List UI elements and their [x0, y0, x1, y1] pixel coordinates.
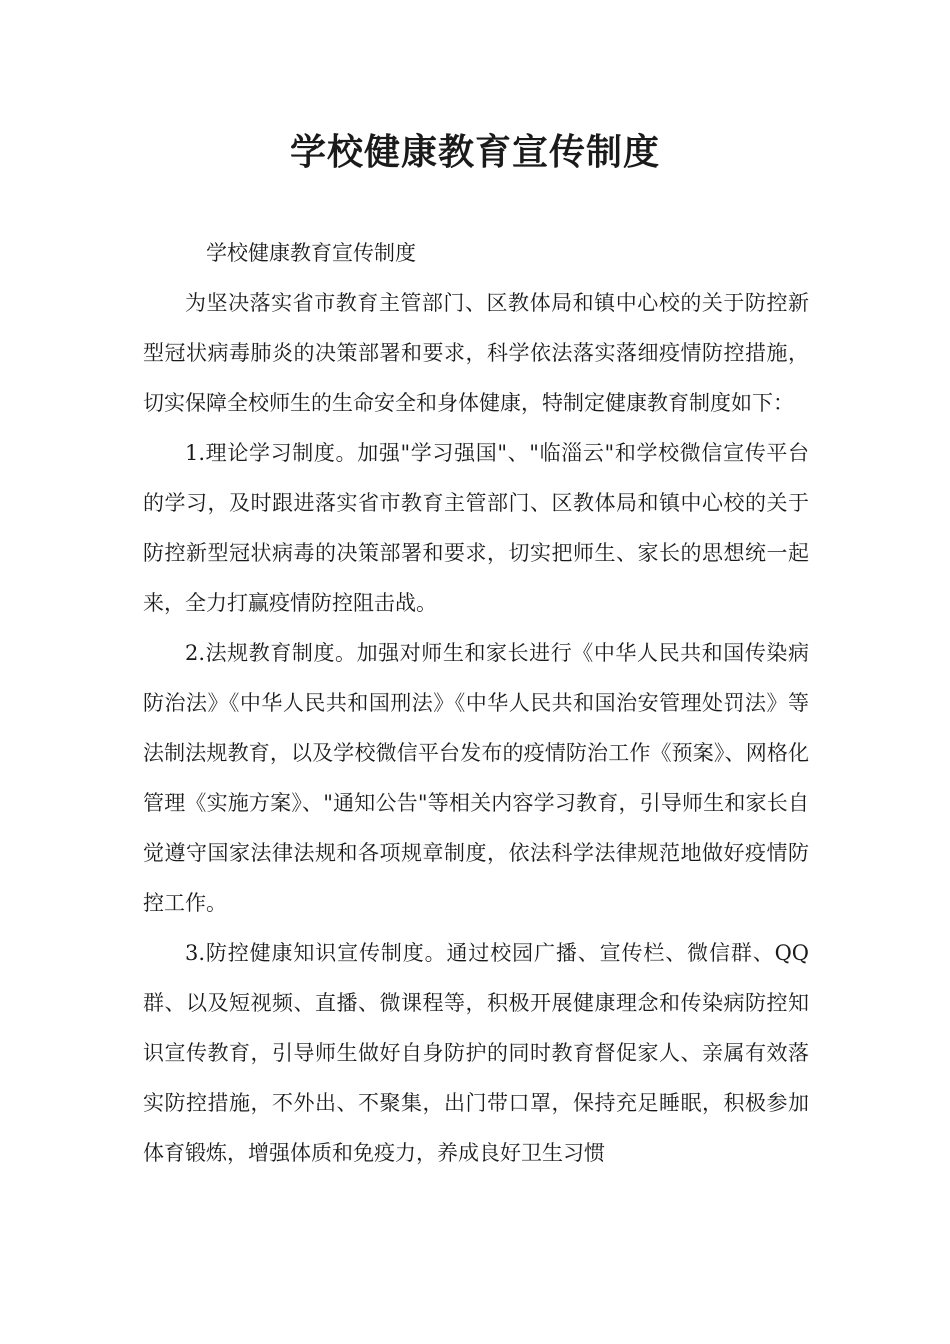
paragraph-2-law-education: 2.法规教育制度。加强对师生和家长进行《中华人民共和国传染病防治法》《中华人民共和国刑法》《中华人民共和国治安管理处罚法》等法制法规教育，以及学校微信平台发布的疫情防治工作《预案》、网格化管理《实施方案》、"通知公告"等相关内容学习教育，引导师生和家长自觉遵守国家法律法规和各项规章制度，依法科学法律规范地做好疫情防控工作。 [143, 641, 809, 915]
paragraph-intro: 为坚决落实省市教育主管部门、区教体局和镇中心校的关于防控新型冠状病毒肺炎的决策部署和要求，科学依法落实落细疫情防控措施，切实保障全校师生的生命安全和身体健康，特制定健康教育制度如下： [143, 291, 809, 415]
document-title: 学校健康教育宣传制度 [289, 132, 660, 173]
paragraph-1-theory-study: 1.理论学习制度。加强"学习强国"、"临淄云"和学校微信宣传平台的学习，及时跟进落实省市教育主管部门、区教体局和镇中心校的关于防控新型冠状病毒的决策部署和要求，切实把师生、家长的思想统一起来，全力打赢疫情防控阻击战。 [143, 441, 809, 615]
document-subtitle: 学校健康教育宣传制度 [206, 241, 416, 265]
document-body [143, 228, 809, 1178]
paragraph-3-health-publicity: 3.防控健康知识宣传制度。通过校园广播、宣传栏、微信群、QQ群、以及短视频、直播、微课程等，积极开展健康理念和传染病防控知识宣传教育，引导师生做好自身防护的同时教育督促家人、亲属有效落实防控措施，不外出、不聚集，出门带口罩，保持充足睡眠，积极参加体育锻炼，增强体质和免疫力，养成良好卫生习惯 [143, 941, 809, 1165]
